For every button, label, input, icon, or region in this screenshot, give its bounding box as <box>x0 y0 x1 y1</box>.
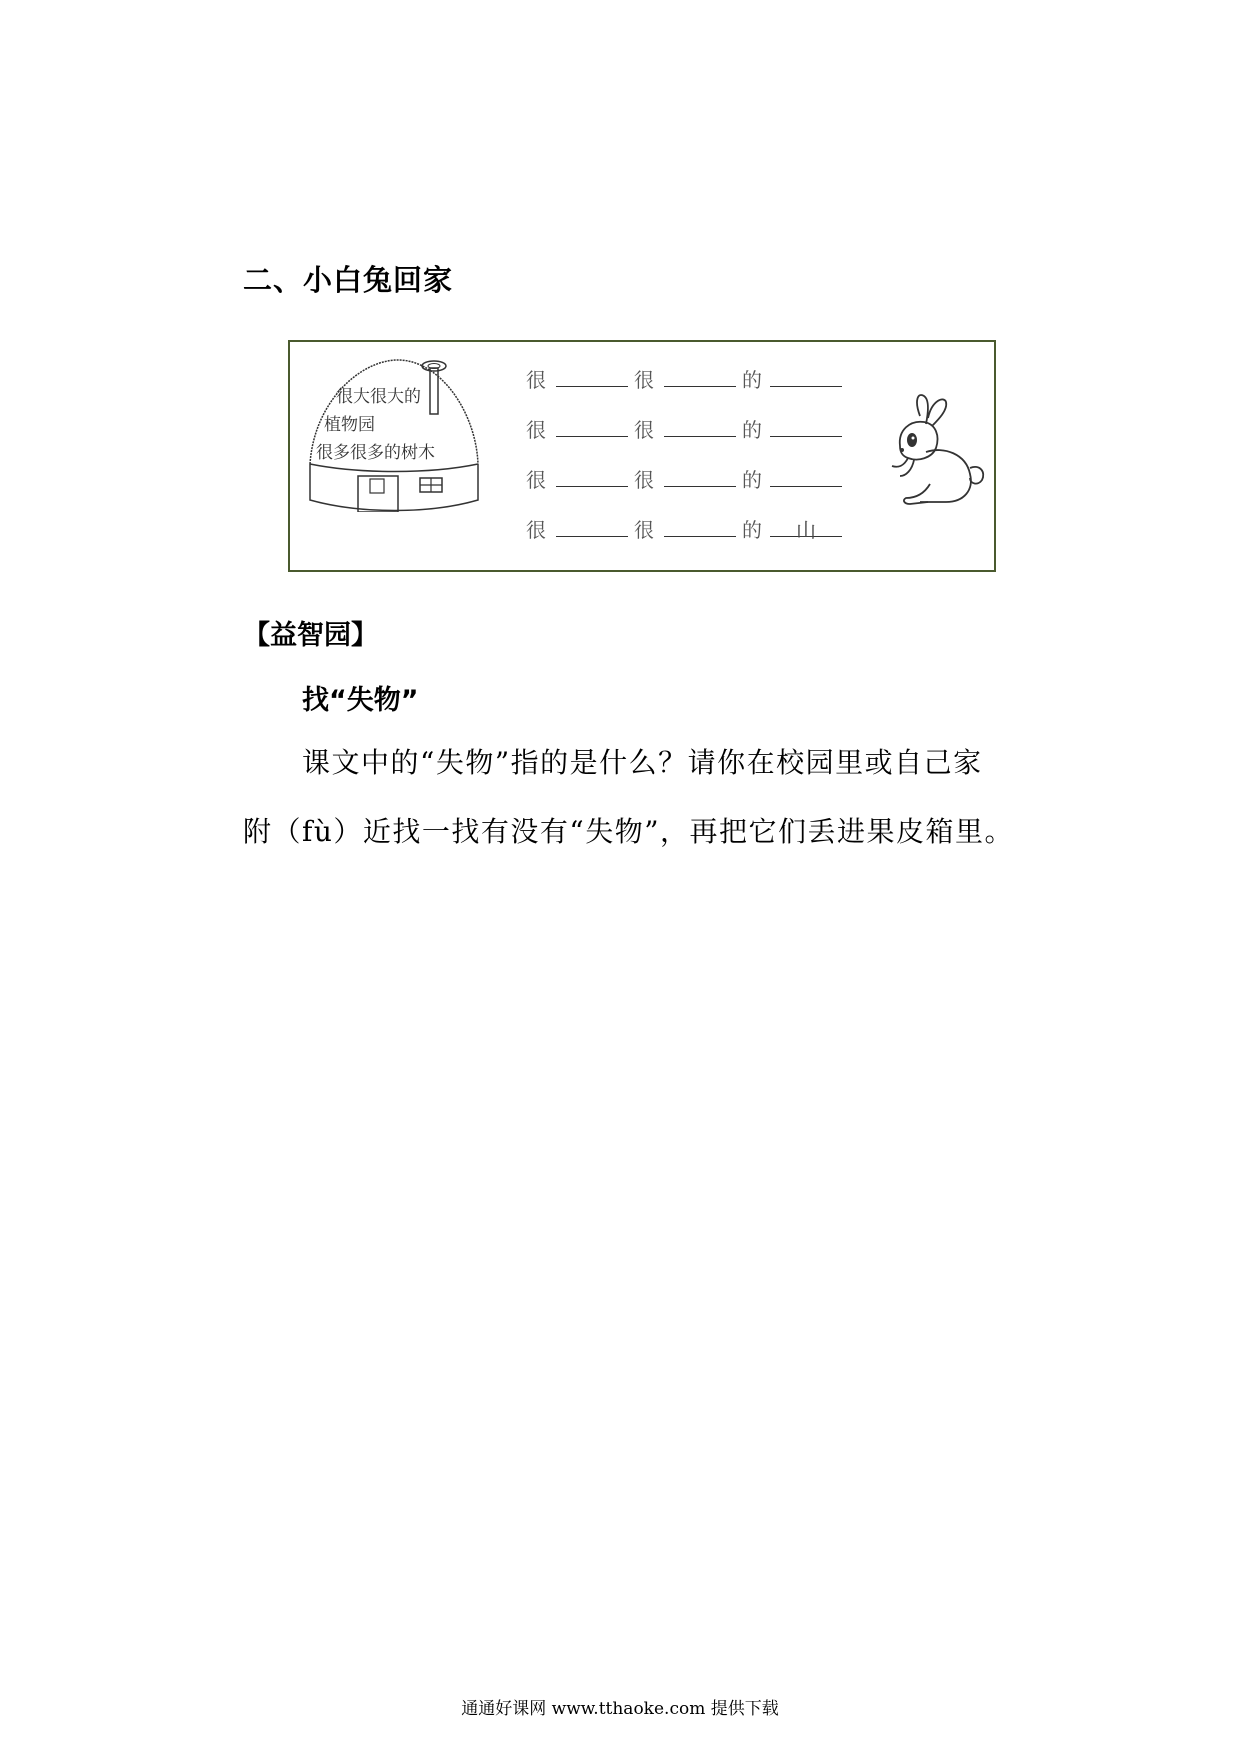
answer-blank[interactable] <box>770 514 842 542</box>
page-footer: 通通好课网 www.tthaoke.com 提供下载 <box>461 1699 779 1719</box>
filled-answer: 山 <box>796 518 816 542</box>
row-word: 的 <box>742 368 762 392</box>
house-label-line-1: 很大很大的 <box>336 387 421 407</box>
paragraph-line-2: 附（fù）近找一找有没有“失物”，再把它们丢进果皮箱里。 <box>243 815 1015 848</box>
rabbit-illustration <box>870 394 990 514</box>
row-word: 很 <box>634 418 654 442</box>
row-word: 很 <box>526 368 546 392</box>
row-word: 很 <box>526 418 546 442</box>
row-word: 很 <box>634 468 654 492</box>
exercise-box <box>288 340 996 572</box>
answer-blank[interactable] <box>556 514 628 537</box>
row-word: 的 <box>742 418 762 442</box>
row-word: 很 <box>526 468 546 492</box>
answer-blank[interactable] <box>664 414 736 437</box>
answer-blank[interactable] <box>556 414 628 437</box>
subsection-heading: 【益智园】 <box>243 620 378 651</box>
row-word: 很 <box>526 518 546 542</box>
activity-title: 找“失物” <box>302 685 419 716</box>
row-word: 的 <box>742 468 762 492</box>
answer-blank[interactable] <box>770 464 842 487</box>
answer-blank[interactable] <box>556 464 628 487</box>
row-word: 的 <box>742 518 762 542</box>
answer-blank[interactable] <box>770 364 842 387</box>
section-heading: 二、小白兔回家 <box>243 263 454 297</box>
house-label-line-3: 很多很多的树木 <box>316 443 435 463</box>
answer-blank[interactable] <box>770 414 842 437</box>
row-word: 很 <box>634 368 654 392</box>
paragraph-line-1: 课文中的“失物”指的是什么？请你在校园里或自己家 <box>302 746 983 779</box>
answer-blank[interactable] <box>664 464 736 487</box>
house-label-line-2: 植物园 <box>324 415 375 435</box>
row-word: 很 <box>634 518 654 542</box>
answer-blank[interactable] <box>664 364 736 387</box>
answer-blank[interactable] <box>556 364 628 387</box>
answer-blank[interactable] <box>664 514 736 537</box>
